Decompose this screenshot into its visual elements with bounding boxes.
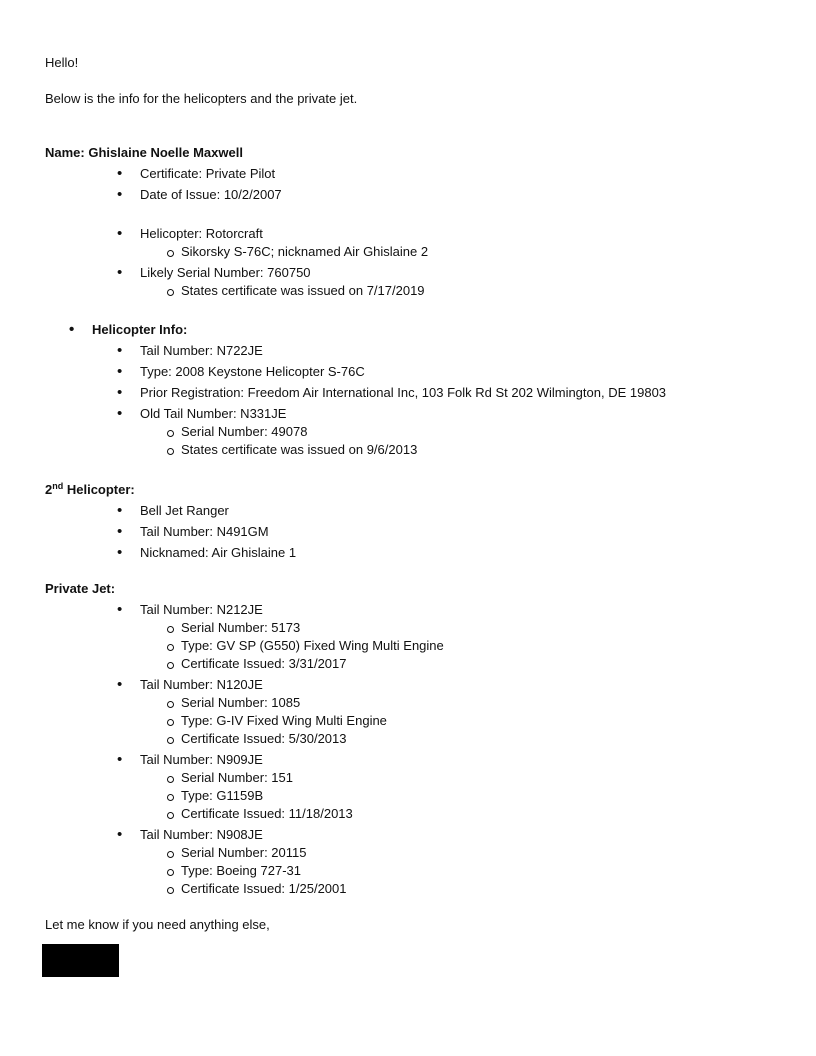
sub-list-item: Serial Number: 49078 [181,424,308,439]
list-item: • Likely Serial Number: 760750 [140,265,311,281]
sub-list-item: States certificate was issued on 7/17/2019 [181,283,425,298]
sub-list-item: Serial Number: 151 [181,770,293,785]
list-item: • Helicopter: Rotorcraft [140,226,263,242]
sub-list-item: Certificate Issued: 11/18/2013 [181,806,353,821]
heading-superscript: nd [52,481,64,491]
list-item: • Old Tail Number: N331JE [140,406,286,422]
heading-text: Helicopter: [63,482,135,497]
sub-list-item: Certificate Issued: 5/30/2013 [181,731,347,746]
sub-list-item: Certificate Issued: 3/31/2017 [181,656,347,671]
list-item: • Bell Jet Ranger [140,503,229,519]
sub-list-item: Sikorsky S-76C; nicknamed Air Ghislaine 2 [181,244,429,259]
sub-list-item: Type: G-IV Fixed Wing Multi Engine [181,713,387,728]
sub-list-item: Type: Boeing 727-31 [181,863,301,878]
helicopter-info-heading: • Helicopter Info: [92,322,187,338]
sub-list-item: Serial Number: 20115 [181,845,307,860]
sub-list-item: States certificate was issued on 9/6/2013 [181,442,418,457]
jet-tail-item: • Tail Number: N908JE [140,827,263,843]
list-item: • Type: 2008 Keystone Helicopter S-76C [140,364,365,380]
list-item: • Certificate: Private Pilot [140,166,275,182]
list-item: • Date of Issue: 10/2/2007 [140,187,282,203]
list-item: • Prior Registration: Freedom Air International Inc, 103 Folk Rd St 202 Wilmington, DE 19803 [140,385,666,401]
sub-list-item: Type: GV SP (G550) Fixed Wing Multi Engine [181,638,444,653]
list-item: • Nicknamed: Air Ghislaine 1 [140,545,296,561]
sub-list-item: Serial Number: 1085 [181,695,301,710]
intro-text: Below is the info for the helicopters and the private jet. [45,91,358,106]
list-item: • Tail Number: N722JE [140,343,263,359]
second-helicopter-heading [45,482,135,498]
jet-tail-item: • Tail Number: N120JE [140,677,263,693]
closing-text: Let me know if you need anything else, [45,917,270,932]
sub-list-item: Type: G1159B [181,788,264,803]
name-heading: Name: Ghislaine Noelle Maxwell [45,145,243,160]
sub-list-item: Serial Number: 5173 [181,620,301,635]
redaction-box [42,944,119,977]
private-jet-heading: Private Jet: [45,581,116,596]
list-item: • Tail Number: N491GM [140,524,269,540]
jet-tail-item: • Tail Number: N909JE [140,752,263,768]
greeting-text: Hello! [45,55,79,70]
heading-number: 2 [45,482,53,497]
sub-list-item: Certificate Issued: 1/25/2001 [181,881,347,896]
jet-tail-item: • Tail Number: N212JE [140,602,263,618]
